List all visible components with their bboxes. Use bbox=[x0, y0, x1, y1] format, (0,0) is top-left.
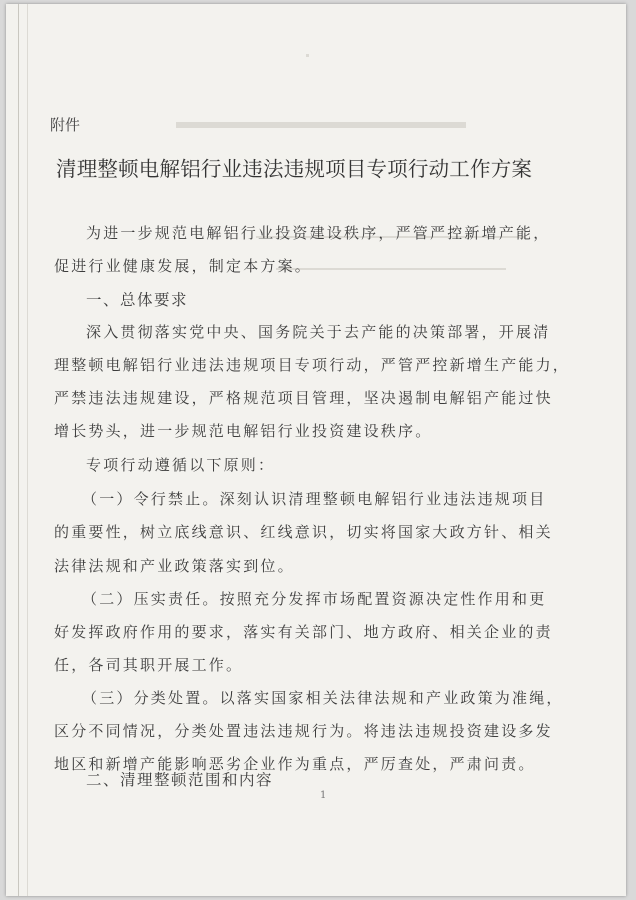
scan-artifact bbox=[306, 54, 309, 57]
principle2-line: 好发挥政府作用的要求，落实有关部门、地方政府、相关企业的责 bbox=[54, 623, 553, 641]
page-number: 1 bbox=[320, 790, 327, 801]
principle1-line: 法律法规和产业政策落实到位。 bbox=[54, 557, 295, 575]
intro-line: 促进行业健康发展，制定本方案。 bbox=[54, 257, 313, 275]
principle3-line: （三）分类处置。以落实国家相关法律法规和产业政策为准绳， bbox=[82, 689, 564, 707]
principle2-line: 任，各司其职开展工作。 bbox=[54, 656, 244, 674]
principle3-line: 地区和新增产能影响恶劣企业作为重点，严厉查处，严肃问责。 bbox=[54, 755, 536, 773]
intro-line: 为进一步规范电解铝行业投资建设秩序，严管严控新增产能， bbox=[86, 224, 551, 242]
document-title: 清理整顿电解铝行业违法违规项目专项行动工作方案 bbox=[56, 157, 533, 181]
attachment-label: 附件 bbox=[50, 116, 81, 134]
section2-heading: 二、清理整顿范围和内容 bbox=[86, 771, 274, 789]
section1-line: 严禁违法违规建设，严格规范项目管理，坚决遏制电解铝产能过快 bbox=[54, 389, 553, 407]
principle2-line: （二）压实责任。按照充分发挥市场配置资源决定性作用和更 bbox=[82, 590, 547, 608]
section1-line: 深入贯彻落实党中央、国务院关于去产能的决策部署，开展清 bbox=[86, 323, 551, 341]
scan-artifact bbox=[176, 122, 466, 128]
binding-edge bbox=[18, 4, 28, 896]
section1-line: 增长势头，进一步规范电解铝行业投资建设秩序。 bbox=[54, 422, 433, 440]
section1-heading: 一、总体要求 bbox=[86, 291, 189, 309]
document-page bbox=[6, 4, 626, 896]
principle1-line: （一）令行禁止。深刻认识清理整顿电解铝行业违法违规项目 bbox=[82, 490, 547, 508]
principle3-line: 区分不同情况，分类处置违法违规行为。将违法违规投资建设多发 bbox=[54, 722, 553, 740]
principle1-line: 的重要性，树立底线意识、红线意识，切实将国家大政方针、相关 bbox=[54, 523, 553, 541]
section1-line: 理整顿电解铝行业违法违规项目专项行动，严管严控新增生产能力， bbox=[54, 356, 571, 374]
principles-intro: 专项行动遵循以下原则： bbox=[86, 456, 276, 474]
